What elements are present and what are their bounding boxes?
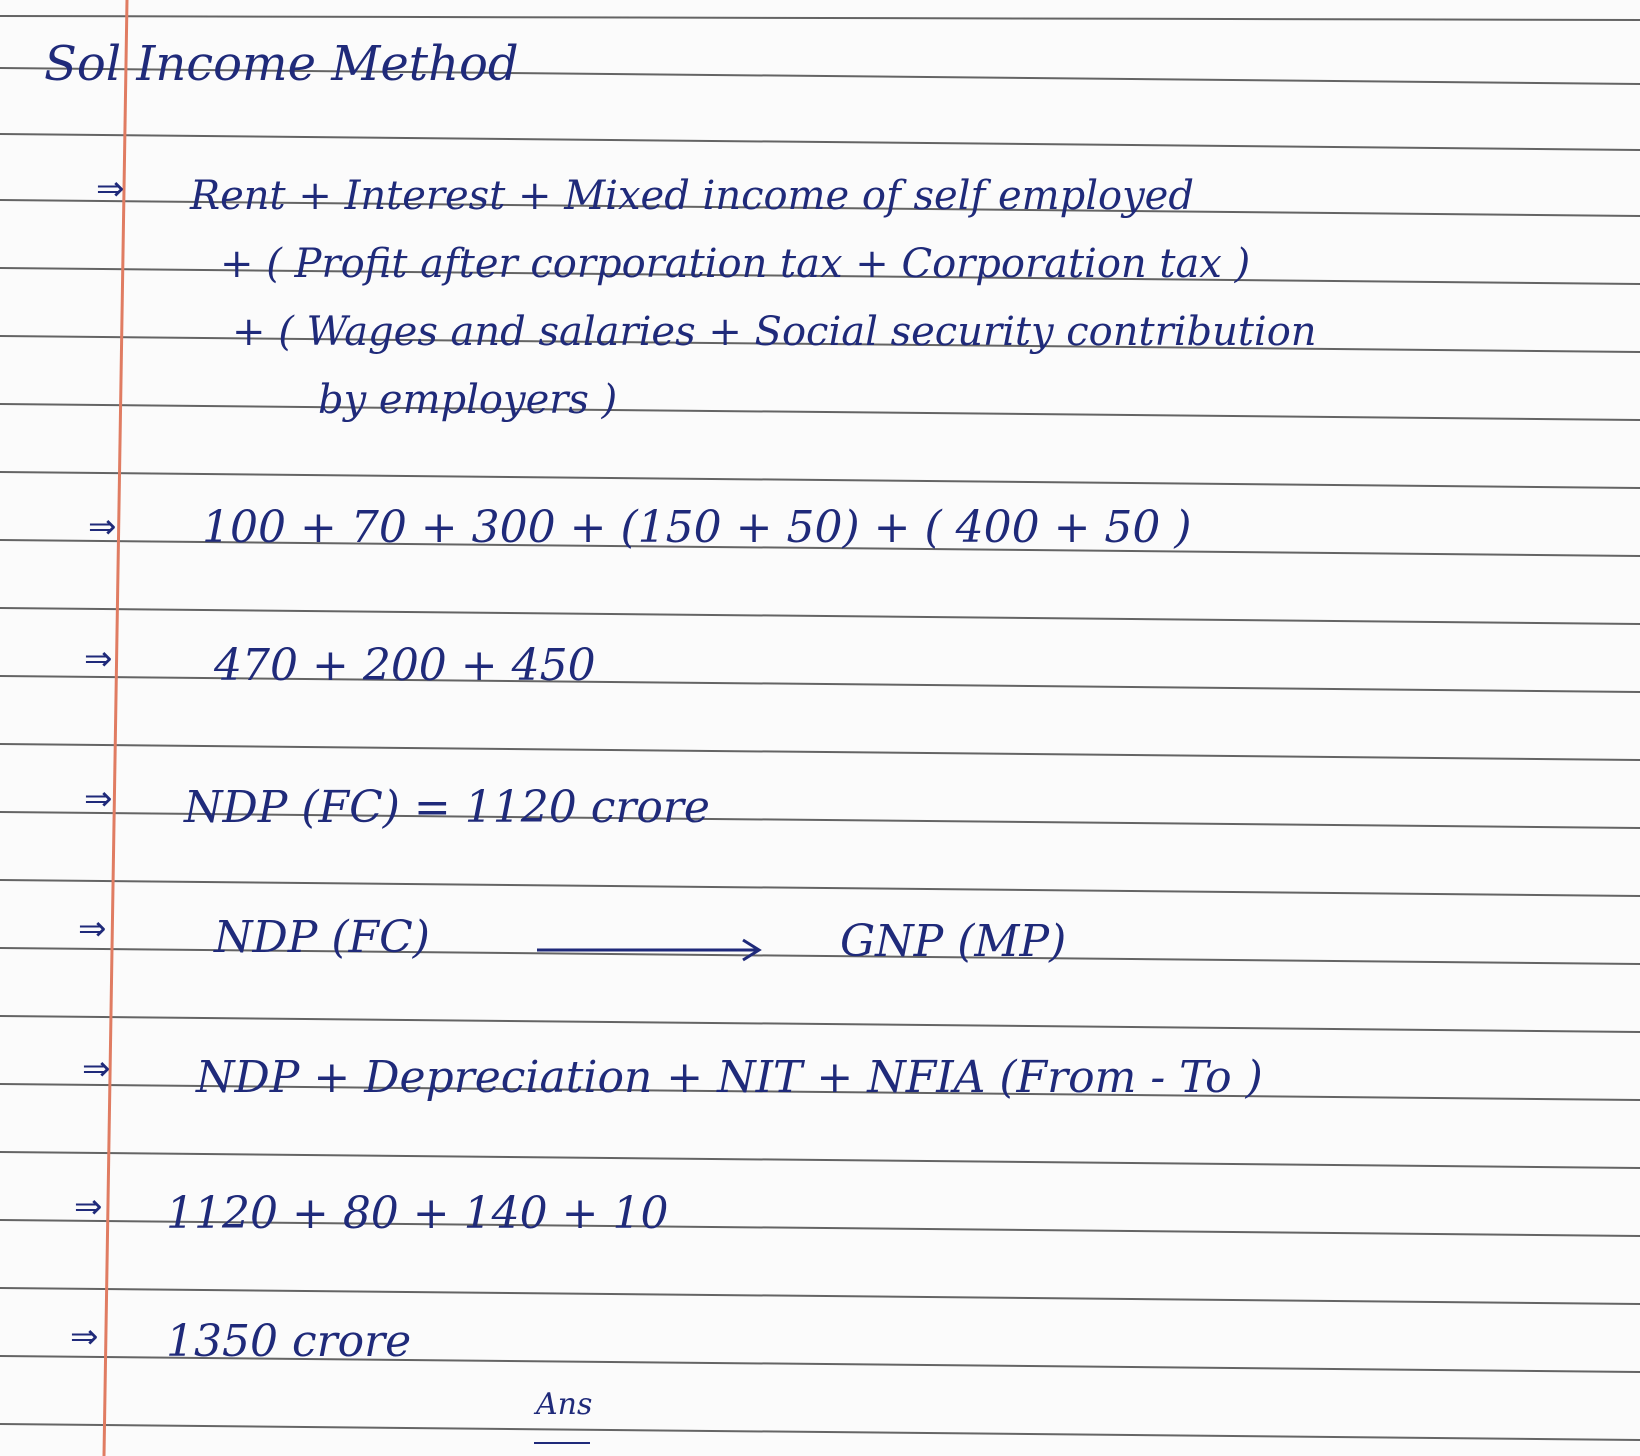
arrow-icon: ⇒ xyxy=(96,169,125,209)
solution-heading: Sol Income Method xyxy=(44,36,519,92)
gnp-values: 1120 + 80 + 140 + 10 xyxy=(166,1188,669,1239)
arrow-icon: ⇒ xyxy=(84,779,113,819)
arrow-icon: ⇒ xyxy=(70,1317,99,1357)
conversion-from: NDP (FC) xyxy=(214,912,430,963)
ndp-result: NDP (FC) = 1120 crore xyxy=(184,782,710,833)
arrow-icon: ⇒ xyxy=(84,639,113,679)
arrow-icon: ⇒ xyxy=(74,1187,103,1227)
sum-line: 470 + 200 + 450 xyxy=(214,640,596,691)
long-arrow-icon xyxy=(535,936,765,964)
margin-line xyxy=(104,0,127,1456)
conversion-to: GNP (MP) xyxy=(840,916,1067,967)
formula-line-4: by employers ) xyxy=(318,377,618,423)
final-result: 1350 crore xyxy=(166,1316,412,1367)
formula-line-1: Rent + Interest + Mixed income of self employed xyxy=(190,173,1194,219)
values-line: 100 + 70 + 300 + (150 + 50) + ( 400 + 50 ) xyxy=(202,502,1192,553)
arrow-icon: ⇒ xyxy=(88,507,117,547)
gnp-formula: NDP + Depreciation + NIT + NFIA (From - To ) xyxy=(196,1052,1263,1103)
arrow-icon: ⇒ xyxy=(78,909,107,949)
answer-underline xyxy=(534,1442,590,1444)
formula-line-3: + ( Wages and salaries + Social security contribution xyxy=(232,309,1317,355)
formula-line-2: + ( Profit after corporation tax + Corporation tax ) xyxy=(220,241,1251,287)
arrow-icon: ⇒ xyxy=(82,1049,111,1089)
answer-label: Ans xyxy=(536,1387,593,1422)
